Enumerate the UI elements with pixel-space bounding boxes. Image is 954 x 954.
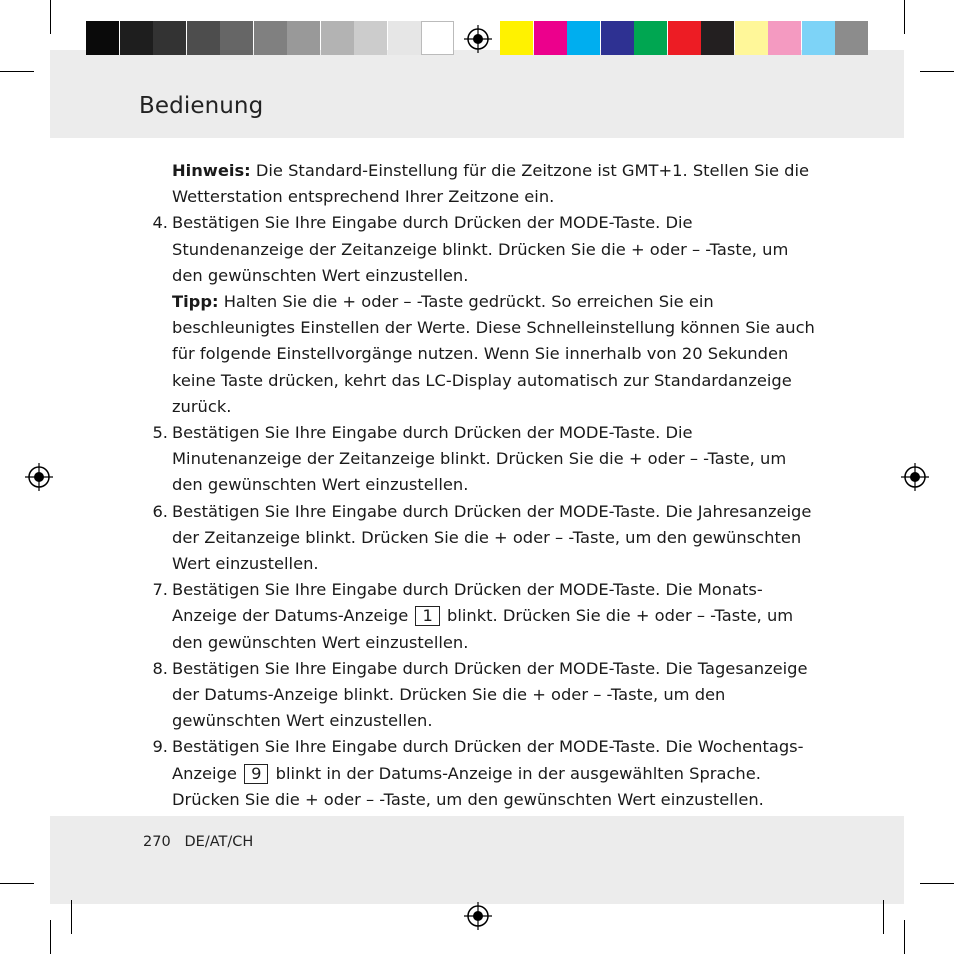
color-swatch	[354, 21, 387, 55]
registration-mark-top	[464, 25, 492, 53]
color-swatch	[768, 21, 801, 55]
color-swatch	[421, 21, 454, 55]
tip-label: Tipp:	[172, 292, 219, 312]
color-swatch	[254, 21, 287, 55]
crop-mark	[920, 883, 954, 884]
footer-band	[50, 816, 904, 904]
registration-mark-right	[901, 463, 929, 491]
registration-mark-bottom	[464, 902, 492, 930]
crop-mark	[904, 0, 905, 34]
list-item-text: Bestätigen Sie Ihre Eingabe durch Drücken der MODE-Taste. Die Jahresanzeige der Zeitanzeige blinkt. Drücken Sie die + oder – -Taste, um den gewünschten Wert einzustellen.	[172, 501, 812, 574]
display-segment-box: 1	[415, 606, 439, 626]
color-swatch	[701, 21, 734, 55]
color-swatch	[287, 21, 320, 55]
note-label: Hinweis:	[172, 161, 251, 180]
registration-mark-left	[25, 463, 53, 491]
crop-mark	[50, 920, 51, 954]
list-item-number: 6.	[152, 501, 168, 521]
crop-mark	[71, 900, 72, 934]
note-paragraph	[172, 158, 822, 210]
crop-mark	[50, 0, 51, 34]
list-item-text: Bestätigen Sie Ihre Eingabe durch Drücken der MODE-Taste. Die Stundenanzeige der Zeitanzeige blinkt. Drücken Sie die + oder – -Taste, um den gewünschten Wert einzustellen.	[172, 213, 789, 285]
page-title: Bedienung	[139, 93, 264, 119]
note-text: Die Standard-Einstellung für die Zeitzone ist GMT+1. Stellen Sie die Wetterstation entsprechend Ihrer Zeitzone ein.	[172, 161, 810, 207]
list-item-text: blinkt. Drücken Sie die + oder – -Taste, um den gewünschten Wert einzustellen.	[172, 606, 794, 652]
list-item-7	[152, 577, 822, 656]
list-item-number: 9.	[152, 737, 168, 757]
crop-mark	[904, 920, 905, 954]
color-swatch	[634, 21, 667, 55]
list-item-5	[152, 420, 822, 499]
color-swatch	[388, 21, 421, 55]
list-item-number: 5.	[152, 423, 168, 443]
crop-mark	[920, 71, 954, 72]
list-item-text: Bestätigen Sie Ihre Eingabe durch Drücken der MODE-Taste. Die Minutenanzeige der Zeitanzeige blinkt. Drücken Sie die + oder – -Taste, um den gewünschten Wert einzustellen.	[172, 423, 787, 495]
crop-mark	[0, 883, 34, 884]
color-swatch	[601, 21, 634, 55]
page-footer	[143, 834, 253, 850]
color-swatch	[668, 21, 701, 55]
color-swatch	[500, 21, 533, 55]
list-item-text: Bestätigen Sie Ihre Eingabe durch Drücken der MODE-Taste. Die Tagesanzeige der Datums-Anzeige blinkt. Drücken Sie die + oder – -Taste, um den gewünschten Wert einzustellen.	[172, 658, 808, 731]
tip-text: Halten Sie die + oder – -Taste gedrückt. So erreichen Sie ein beschleunigtes Einstellen der Werte. Diese Schnelleinstellung können Sie auch für folgende Einstellvorgänge nutzen. Wenn Sie innerhalb von 20 Sekunden keine Taste drücken, kehrt das LC-Display automatisch zur Standardanzeige zurück.	[172, 292, 815, 416]
color-swatch	[120, 21, 153, 55]
locale-label: DE/AT/CH	[184, 834, 254, 850]
color-swatch	[220, 21, 253, 55]
color-swatch	[153, 21, 186, 55]
color-swatch	[86, 21, 119, 55]
tip-paragraph	[172, 289, 822, 420]
list-item-text: Bestätigen Sie Ihre Eingabe durch Drücken der MODE-Taste. Die Wochentags-Anzeige	[172, 737, 804, 783]
list-item-number: 8.	[152, 658, 168, 678]
display-segment-box: 9	[244, 764, 268, 784]
list-item-text: blinkt in der Datums-Anzeige in der ausgewählten Sprache. Drücken Sie die + oder – -Taste, um den gewünschten Wert einzustellen.	[172, 763, 764, 809]
color-swatch	[534, 21, 567, 55]
list-item-text: Bestätigen Sie Ihre Eingabe durch Drücken der MODE-Taste. Die Monats-Anzeige der Datums-Anzeige	[172, 580, 763, 626]
page-number: 270	[143, 834, 171, 850]
color-swatch	[567, 21, 600, 55]
instructions-content	[152, 158, 822, 813]
list-item-6	[152, 499, 822, 578]
crop-mark	[883, 900, 884, 934]
list-item-8	[152, 656, 822, 735]
color-swatch	[835, 21, 868, 55]
list-item-4	[152, 210, 822, 289]
list-item-9	[152, 734, 822, 813]
crop-mark	[0, 71, 34, 72]
list-item-number: 7.	[152, 580, 168, 600]
color-swatch	[187, 21, 220, 55]
color-swatch	[735, 21, 768, 55]
color-swatch	[321, 21, 354, 55]
list-item-number: 4.	[152, 213, 168, 233]
color-swatch	[802, 21, 835, 55]
